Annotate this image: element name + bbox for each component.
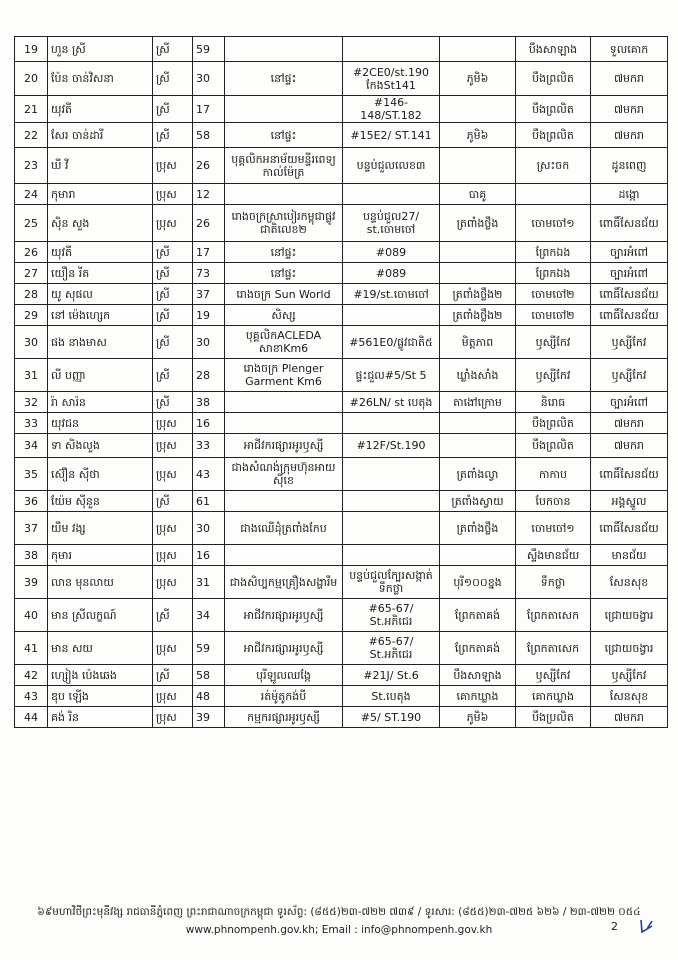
address-cell [343, 184, 440, 205]
row-number: 37 [15, 512, 48, 545]
occupation-cell: អាជីវករផ្សារអូរឫស្សី [225, 632, 343, 665]
address-cell [343, 413, 440, 434]
sex-cell: ស្រី [153, 37, 193, 62]
village-cell: បឹងសាឡាង [440, 665, 516, 686]
table-row [15, 434, 668, 458]
table-row [15, 545, 668, 566]
table-row [15, 392, 668, 413]
occupation-cell: នៅផ្ទះ [225, 263, 343, 284]
table-row [15, 62, 668, 96]
sex-cell: ស្រី [153, 284, 193, 305]
address-cell [343, 512, 440, 545]
district-cell: ឫស្សីកែវ [591, 359, 668, 392]
age-cell: 73 [193, 263, 225, 284]
district-cell: ជ្រោយចង្វារ [591, 599, 668, 632]
address-cell: #5/ ST.190 [343, 707, 440, 728]
row-number: 31 [15, 359, 48, 392]
village-cell: ត្រពាំងថ្លឹង២ [440, 305, 516, 326]
row-number: 34 [15, 434, 48, 458]
occupation-cell: នៅផ្ទះ [225, 242, 343, 263]
age-cell: 17 [193, 96, 225, 123]
age-cell: 16 [193, 545, 225, 566]
age-cell: 43 [193, 458, 225, 491]
table-row [15, 599, 668, 632]
table-row [15, 413, 668, 434]
sex-cell: ប្រុស [153, 184, 193, 205]
village-cell: តាងៅក្រោម [440, 392, 516, 413]
district-cell: សែនសុខ [591, 566, 668, 599]
age-cell: 30 [193, 326, 225, 359]
row-number: 22 [15, 123, 48, 148]
district-cell: ជ្រោយចង្វារ [591, 632, 668, 665]
table-row [15, 242, 668, 263]
sex-cell: ស្រី [153, 305, 193, 326]
age-cell: 30 [193, 62, 225, 96]
address-cell: #089 [343, 242, 440, 263]
signature-mark [638, 917, 656, 935]
person-name: ស៊ឿន ស៊ីថា [48, 458, 153, 491]
sex-cell: ប្រុស [153, 686, 193, 707]
district-cell: ៧មករា [591, 707, 668, 728]
sex-cell: ស្រី [153, 359, 193, 392]
occupation-cell: សិស្ស [225, 305, 343, 326]
sex-cell: ប្រុស [153, 512, 193, 545]
address-cell: St.បេតុង [343, 686, 440, 707]
commune-cell: បឹងព្រលិត [516, 434, 591, 458]
person-name: យុវតី [48, 96, 153, 123]
row-number: 29 [15, 305, 48, 326]
district-cell: អង្គស្នួល [591, 491, 668, 512]
sex-cell: ប្រុស [153, 566, 193, 599]
village-cell [440, 413, 516, 434]
occupation-cell: ជាងសំណង់ក្រុមហ៊ុនអាយស៊ីខេ [225, 458, 343, 491]
table-row [15, 37, 668, 62]
occupation-cell [225, 545, 343, 566]
village-cell [440, 263, 516, 284]
district-cell: ពោធិ៍សែនជ័យ [591, 458, 668, 491]
person-name: លាន មុនលាយ [48, 566, 153, 599]
address-cell: #15E2/ ST.141 [343, 123, 440, 148]
address-cell [343, 545, 440, 566]
row-number: 44 [15, 707, 48, 728]
table-row [15, 205, 668, 242]
commune-cell: ចោមចៅ២ [516, 284, 591, 305]
age-cell: 33 [193, 434, 225, 458]
village-cell [440, 434, 516, 458]
commune-cell: ឫស្សីកែវ [516, 359, 591, 392]
person-name: ផង នាងមាស [48, 326, 153, 359]
commune-cell: បឹងព្រលិត [516, 96, 591, 123]
occupation-cell: រត់ម៉ូតូកង់បី [225, 686, 343, 707]
person-name: ហួន ស្រី [48, 37, 153, 62]
address-cell [343, 305, 440, 326]
address-cell: បន្ទប់ជួលក្បែរសង្កាត់ទឹកថ្លា [343, 566, 440, 599]
commune-cell: បែកចាន [516, 491, 591, 512]
commune-cell: និរោធ [516, 392, 591, 413]
table-row [15, 491, 668, 512]
occupation-cell: បុគ្គលិកACLEDA សាខាKm6 [225, 326, 343, 359]
commune-cell: ឫស្សីកែវ [516, 326, 591, 359]
age-cell: 26 [193, 148, 225, 184]
district-cell: ៧មករា [591, 96, 668, 123]
village-cell: ភូមិ៦ [440, 62, 516, 96]
sex-cell: ស្រី [153, 491, 193, 512]
person-name: គង់ រិន [48, 707, 153, 728]
occupation-cell: ជាងឈើដុំត្រពាំងកែប [225, 512, 343, 545]
address-cell: #2CE0/st.190 កែងSt141 [343, 62, 440, 96]
row-number: 32 [15, 392, 48, 413]
commune-cell: គោកឃ្លាង [516, 686, 591, 707]
address-cell: #65-67/ St.អភិជេរ [343, 632, 440, 665]
age-cell: 59 [193, 632, 225, 665]
row-number: 28 [15, 284, 48, 305]
address-cell: #561E0/ផ្លូវជាតិ៥ [343, 326, 440, 359]
commune-cell: ព្រែកតាសេក [516, 599, 591, 632]
person-name: យុវតី [48, 242, 153, 263]
occupation-cell: រោងចក្រ Plenger Garment Km6 [225, 359, 343, 392]
table-row [15, 123, 668, 148]
sex-cell: ស្រី [153, 599, 193, 632]
row-number: 30 [15, 326, 48, 359]
occupation-cell [225, 37, 343, 62]
village-cell: បុរី១០០ខ្នង [440, 566, 516, 599]
row-number: 23 [15, 148, 48, 184]
district-cell: ច្បារអំពៅ [591, 263, 668, 284]
occupation-cell: នៅផ្ទះ [225, 62, 343, 96]
address-cell [343, 458, 440, 491]
row-number: 36 [15, 491, 48, 512]
commune-cell: ស្ទឹងមានជ័យ [516, 545, 591, 566]
district-cell: ពោធិ៍សែនជ័យ [591, 512, 668, 545]
age-cell: 58 [193, 123, 225, 148]
district-cell: ច្បារអំពៅ [591, 392, 668, 413]
district-cell: ឫស្សីកែវ [591, 665, 668, 686]
person-name: សែរ ចាន់ដារី [48, 123, 153, 148]
district-cell: ដង្កោ [591, 184, 668, 205]
address-cell: ផ្ទះជួល#5/St 5 [343, 359, 440, 392]
sex-cell: ប្រុស [153, 434, 193, 458]
person-name: កុមារ [48, 545, 153, 566]
age-cell: 12 [193, 184, 225, 205]
row-number: 19 [15, 37, 48, 62]
district-cell: ៧មករា [591, 413, 668, 434]
occupation-cell: បុរីឡូលឈង្កែ [225, 665, 343, 686]
person-name: យ៉ែម ស៊ីនួន [48, 491, 153, 512]
row-number: 43 [15, 686, 48, 707]
row-number: 24 [15, 184, 48, 205]
village-cell: ភូមិ៦ [440, 123, 516, 148]
row-number: 21 [15, 96, 48, 123]
roster-table [14, 36, 668, 728]
commune-cell: បឹងព្រលិត [516, 413, 591, 434]
person-name: ឃី វី [48, 148, 153, 184]
sex-cell: ប្រុស [153, 545, 193, 566]
row-number: 25 [15, 205, 48, 242]
age-cell: 26 [193, 205, 225, 242]
table-row [15, 707, 668, 728]
district-cell: ៧មករា [591, 123, 668, 148]
age-cell: 61 [193, 491, 225, 512]
address-cell: #65-67/ St.អភិជេរ [343, 599, 440, 632]
district-cell: សែនសុខ [591, 686, 668, 707]
address-cell: #12F/St.190 [343, 434, 440, 458]
sex-cell: ស្រី [153, 242, 193, 263]
district-cell: ដូនពេញ [591, 148, 668, 184]
person-name: យឹម វង្ស [48, 512, 153, 545]
occupation-cell: អាជីវករផ្សារអូរឫស្សី [225, 434, 343, 458]
village-cell: ត្រពាំងថ្លឹង [440, 205, 516, 242]
village-cell [440, 545, 516, 566]
row-number: 39 [15, 566, 48, 599]
sex-cell: ប្រុស [153, 148, 193, 184]
sex-cell: ស្រី [153, 665, 193, 686]
district-cell: ពោធិ៍សែនជ័យ [591, 305, 668, 326]
table-row [15, 263, 668, 284]
person-name: មាន សយ [48, 632, 153, 665]
village-cell [440, 37, 516, 62]
sex-cell: ប្រុស [153, 707, 193, 728]
person-name: មាន ស្រីលក្ខណ៍ [48, 599, 153, 632]
district-cell: ៧មករា [591, 62, 668, 96]
table-row [15, 96, 668, 123]
village-cell: ព្រែកតាគង់ [440, 599, 516, 632]
row-number: 42 [15, 665, 48, 686]
commune-cell: កាកាប [516, 458, 591, 491]
row-number: 35 [15, 458, 48, 491]
village-cell: បាគូ [440, 184, 516, 205]
occupation-cell [225, 491, 343, 512]
sex-cell: ស្រី [153, 96, 193, 123]
table-row [15, 359, 668, 392]
age-cell: 37 [193, 284, 225, 305]
sex-cell: ស្រី [153, 326, 193, 359]
occupation-cell: កម្មករផ្សារអូរឫស្សី [225, 707, 343, 728]
address-cell [343, 37, 440, 62]
village-cell [440, 242, 516, 263]
village-cell: ត្រពាំងស្វាយ [440, 491, 516, 512]
occupation-cell [225, 392, 343, 413]
village-cell: ព្រែកតាគង់ [440, 632, 516, 665]
age-cell: 30 [193, 512, 225, 545]
village-cell: ភូមិ៦ [440, 707, 516, 728]
occupation-cell: ជាងសិប្បកម្មគ្រឿងសង្ហារឹម [225, 566, 343, 599]
row-number: 26 [15, 242, 48, 263]
village-cell: ត្រពាំងថ្លឹង២ [440, 284, 516, 305]
person-name: នៅ ម៉េងហ្សេក [48, 305, 153, 326]
commune-cell: បឹងព្រលិត [516, 123, 591, 148]
sex-cell: ស្រី [153, 123, 193, 148]
commune-cell: ព្រែកឯង [516, 263, 591, 284]
age-cell: 48 [193, 686, 225, 707]
commune-cell: បឹងព្រលិត [516, 62, 591, 96]
commune-cell: ចោមចៅ១ [516, 512, 591, 545]
commune-cell [516, 184, 591, 205]
occupation-cell [225, 96, 343, 123]
table-row [15, 326, 668, 359]
age-cell: 31 [193, 566, 225, 599]
age-cell: 16 [193, 413, 225, 434]
person-name: កុមារា [48, 184, 153, 205]
district-cell: ពោធិ៍សែនជ័យ [591, 284, 668, 305]
district-cell: មានជ័យ [591, 545, 668, 566]
age-cell: 58 [193, 665, 225, 686]
commune-cell: ស្រះចក [516, 148, 591, 184]
person-name: រ៉ា សារ៉ន [48, 392, 153, 413]
table-row [15, 566, 668, 599]
age-cell: 19 [193, 305, 225, 326]
district-cell: ឫស្សីកែវ [591, 326, 668, 359]
district-cell: ពោធិ៍សែនជ័យ [591, 205, 668, 242]
sex-cell: ប្រុស [153, 632, 193, 665]
sex-cell: ស្រី [153, 263, 193, 284]
age-cell: 38 [193, 392, 225, 413]
sex-cell: ស្រី [153, 392, 193, 413]
person-name: ឌុប ឡើង [48, 686, 153, 707]
page-number: 2 [611, 920, 618, 933]
village-cell: ត្រពាំងថ្លឹង [440, 512, 516, 545]
address-cell: #146-148/ST.182 [343, 96, 440, 123]
sex-cell: ប្រុស [153, 413, 193, 434]
person-name: ទា សិងលួង [48, 434, 153, 458]
occupation-cell [225, 184, 343, 205]
village-cell: ឃ្លាំងសាំង [440, 359, 516, 392]
person-name: យូ សុផល [48, 284, 153, 305]
age-cell: 39 [193, 707, 225, 728]
address-cell: បន្ទប់ជួលលេខ៣ [343, 148, 440, 184]
commune-cell: បឹងប្រលិត [516, 707, 591, 728]
commune-cell: ឫស្សីកែវ [516, 665, 591, 686]
village-cell: គោកឃ្លាង [440, 686, 516, 707]
commune-cell: ចោមចៅ២ [516, 305, 591, 326]
table-row [15, 686, 668, 707]
person-name: យឿន រីត [48, 263, 153, 284]
age-cell: 28 [193, 359, 225, 392]
row-number: 40 [15, 599, 48, 632]
footer-web-email: www.phnompenh.gov.kh; Email : info@phnompenh.gov.kh [185, 924, 493, 936]
occupation-cell: អាជីវករផ្សារអូរឫស្សី [225, 599, 343, 632]
age-cell: 34 [193, 599, 225, 632]
occupation-cell: រោងចក្រ Sun World [225, 284, 343, 305]
occupation-cell: រោងចក្រស្រាបៀរកម្ពុជាផ្លូវជាតិលេខ២ [225, 205, 343, 242]
age-cell: 17 [193, 242, 225, 263]
person-name: យុវជន [48, 413, 153, 434]
row-number: 20 [15, 62, 48, 96]
village-cell: មិត្តភាព [440, 326, 516, 359]
commune-cell: ព្រែកតាសេក [516, 632, 591, 665]
village-cell [440, 148, 516, 184]
occupation-cell: នៅផ្ទះ [225, 123, 343, 148]
footer-address: ៦៩មហាវិថីព្រះមុនីវង្ស រាជធានីភ្នំពេញ ព្រះរាជាណាចក្រកម្ពុជា ទូរស័ព្ទ: (៨៥៥)២៣-៧២២ ៧៣៩ / ទូរសារ: (៨៥៥)២៣-៧២៥ ៦២៦ / ២៣-៧២២ ០៥៤ [37, 906, 641, 918]
address-cell [343, 491, 440, 512]
table-row [15, 148, 668, 184]
occupation-cell [225, 413, 343, 434]
commune-cell: ទឹកថ្លា [516, 566, 591, 599]
row-number: 38 [15, 545, 48, 566]
address-cell: #089 [343, 263, 440, 284]
person-name: លី បញ្ញា [48, 359, 153, 392]
district-cell: ទួលគោក [591, 37, 668, 62]
commune-cell: បឹងសាឡាង [516, 37, 591, 62]
occupation-cell: បុគ្គលិកអនាម័យមន្ទីរពេទ្យកាល់ម៉ែត្រ [225, 148, 343, 184]
sex-cell: ប្រុស [153, 458, 193, 491]
table-row [15, 665, 668, 686]
person-name: ហ្សៀង ប៉េងឆេង [48, 665, 153, 686]
table-row [15, 284, 668, 305]
row-number: 27 [15, 263, 48, 284]
sex-cell: ស្រី [153, 62, 193, 96]
table-row [15, 512, 668, 545]
row-number: 33 [15, 413, 48, 434]
address-cell: បន្ទប់ជួល27/ st.ចោមចៅ [343, 205, 440, 242]
person-name: ស៊ិន សួង [48, 205, 153, 242]
district-cell: ៧មករា [591, 434, 668, 458]
address-cell: #19/st.ចោមចៅ [343, 284, 440, 305]
commune-cell: ចោមចៅ១ [516, 205, 591, 242]
district-cell: ច្បារអំពៅ [591, 242, 668, 263]
table-row [15, 632, 668, 665]
sex-cell: ប្រុស [153, 205, 193, 242]
address-cell: #21J/ St.6 [343, 665, 440, 686]
table-row [15, 305, 668, 326]
village-cell: ត្រពាំងល្វា [440, 458, 516, 491]
row-number: 41 [15, 632, 48, 665]
village-cell [440, 96, 516, 123]
table-row [15, 458, 668, 491]
table-row [15, 184, 668, 205]
person-name: ប៉ែន ចាន់វិសនា [48, 62, 153, 96]
address-cell: #26LN/ st បេតុង [343, 392, 440, 413]
commune-cell: ព្រែកឯង [516, 242, 591, 263]
age-cell: 59 [193, 37, 225, 62]
